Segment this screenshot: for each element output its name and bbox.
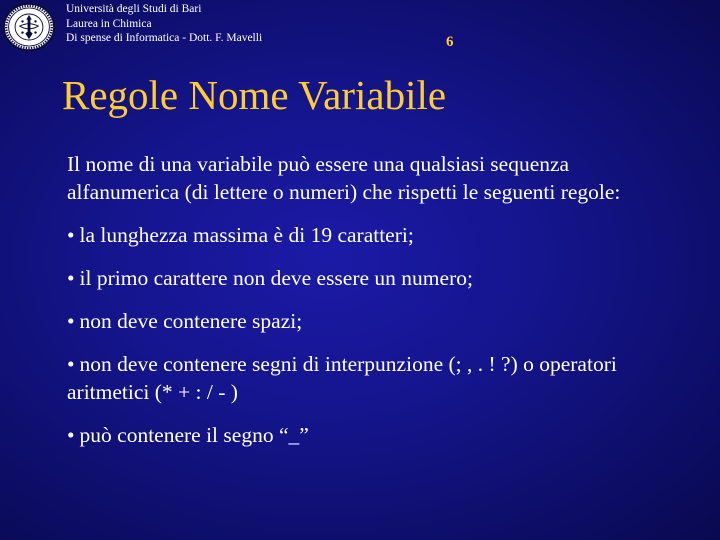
- bullet-icon: •: [67, 352, 75, 376]
- bullet-icon: •: [67, 266, 75, 290]
- rules-list: [67, 221, 677, 449]
- rule-item: [67, 264, 677, 292]
- rule-item: [67, 421, 677, 449]
- university-name: Università degli Studi di Bari: [66, 3, 202, 15]
- rule-text: può contenere il segno “_”: [79, 423, 309, 447]
- intro-text: Il nome di una variabile può essere una qualsiasi sequenza alfanumerica (di lettere o numeri) che rispetti le seguenti regole:: [67, 152, 621, 204]
- rule-text: la lunghezza massima è di 19 caratteri;: [79, 223, 414, 247]
- slide-body: [67, 150, 677, 464]
- rule-item: [67, 221, 677, 249]
- page-number: 6: [446, 34, 454, 50]
- bullet-icon: •: [67, 309, 75, 333]
- rule-item: [67, 307, 677, 335]
- course-name: Laurea in Chimica: [66, 17, 152, 30]
- bullet-icon: •: [67, 223, 75, 247]
- rule-item: [67, 350, 677, 406]
- header: [66, 2, 262, 46]
- bullet-icon: •: [67, 423, 75, 447]
- lecture-notes-credit: Di spense di Informatica - Dott. F. Mavelli: [66, 32, 263, 44]
- slide-title: Regole Nome Variabile: [62, 72, 447, 118]
- rule-text: il primo carattere non deve essere un numero;: [79, 266, 473, 290]
- university-seal-icon: [1, 1, 57, 53]
- rule-text: non deve contenere segni di interpunzione (; , . ! ?) o operatori aritmetici (* + : / - ): [67, 352, 617, 404]
- rule-text: non deve contenere spazi;: [79, 309, 303, 333]
